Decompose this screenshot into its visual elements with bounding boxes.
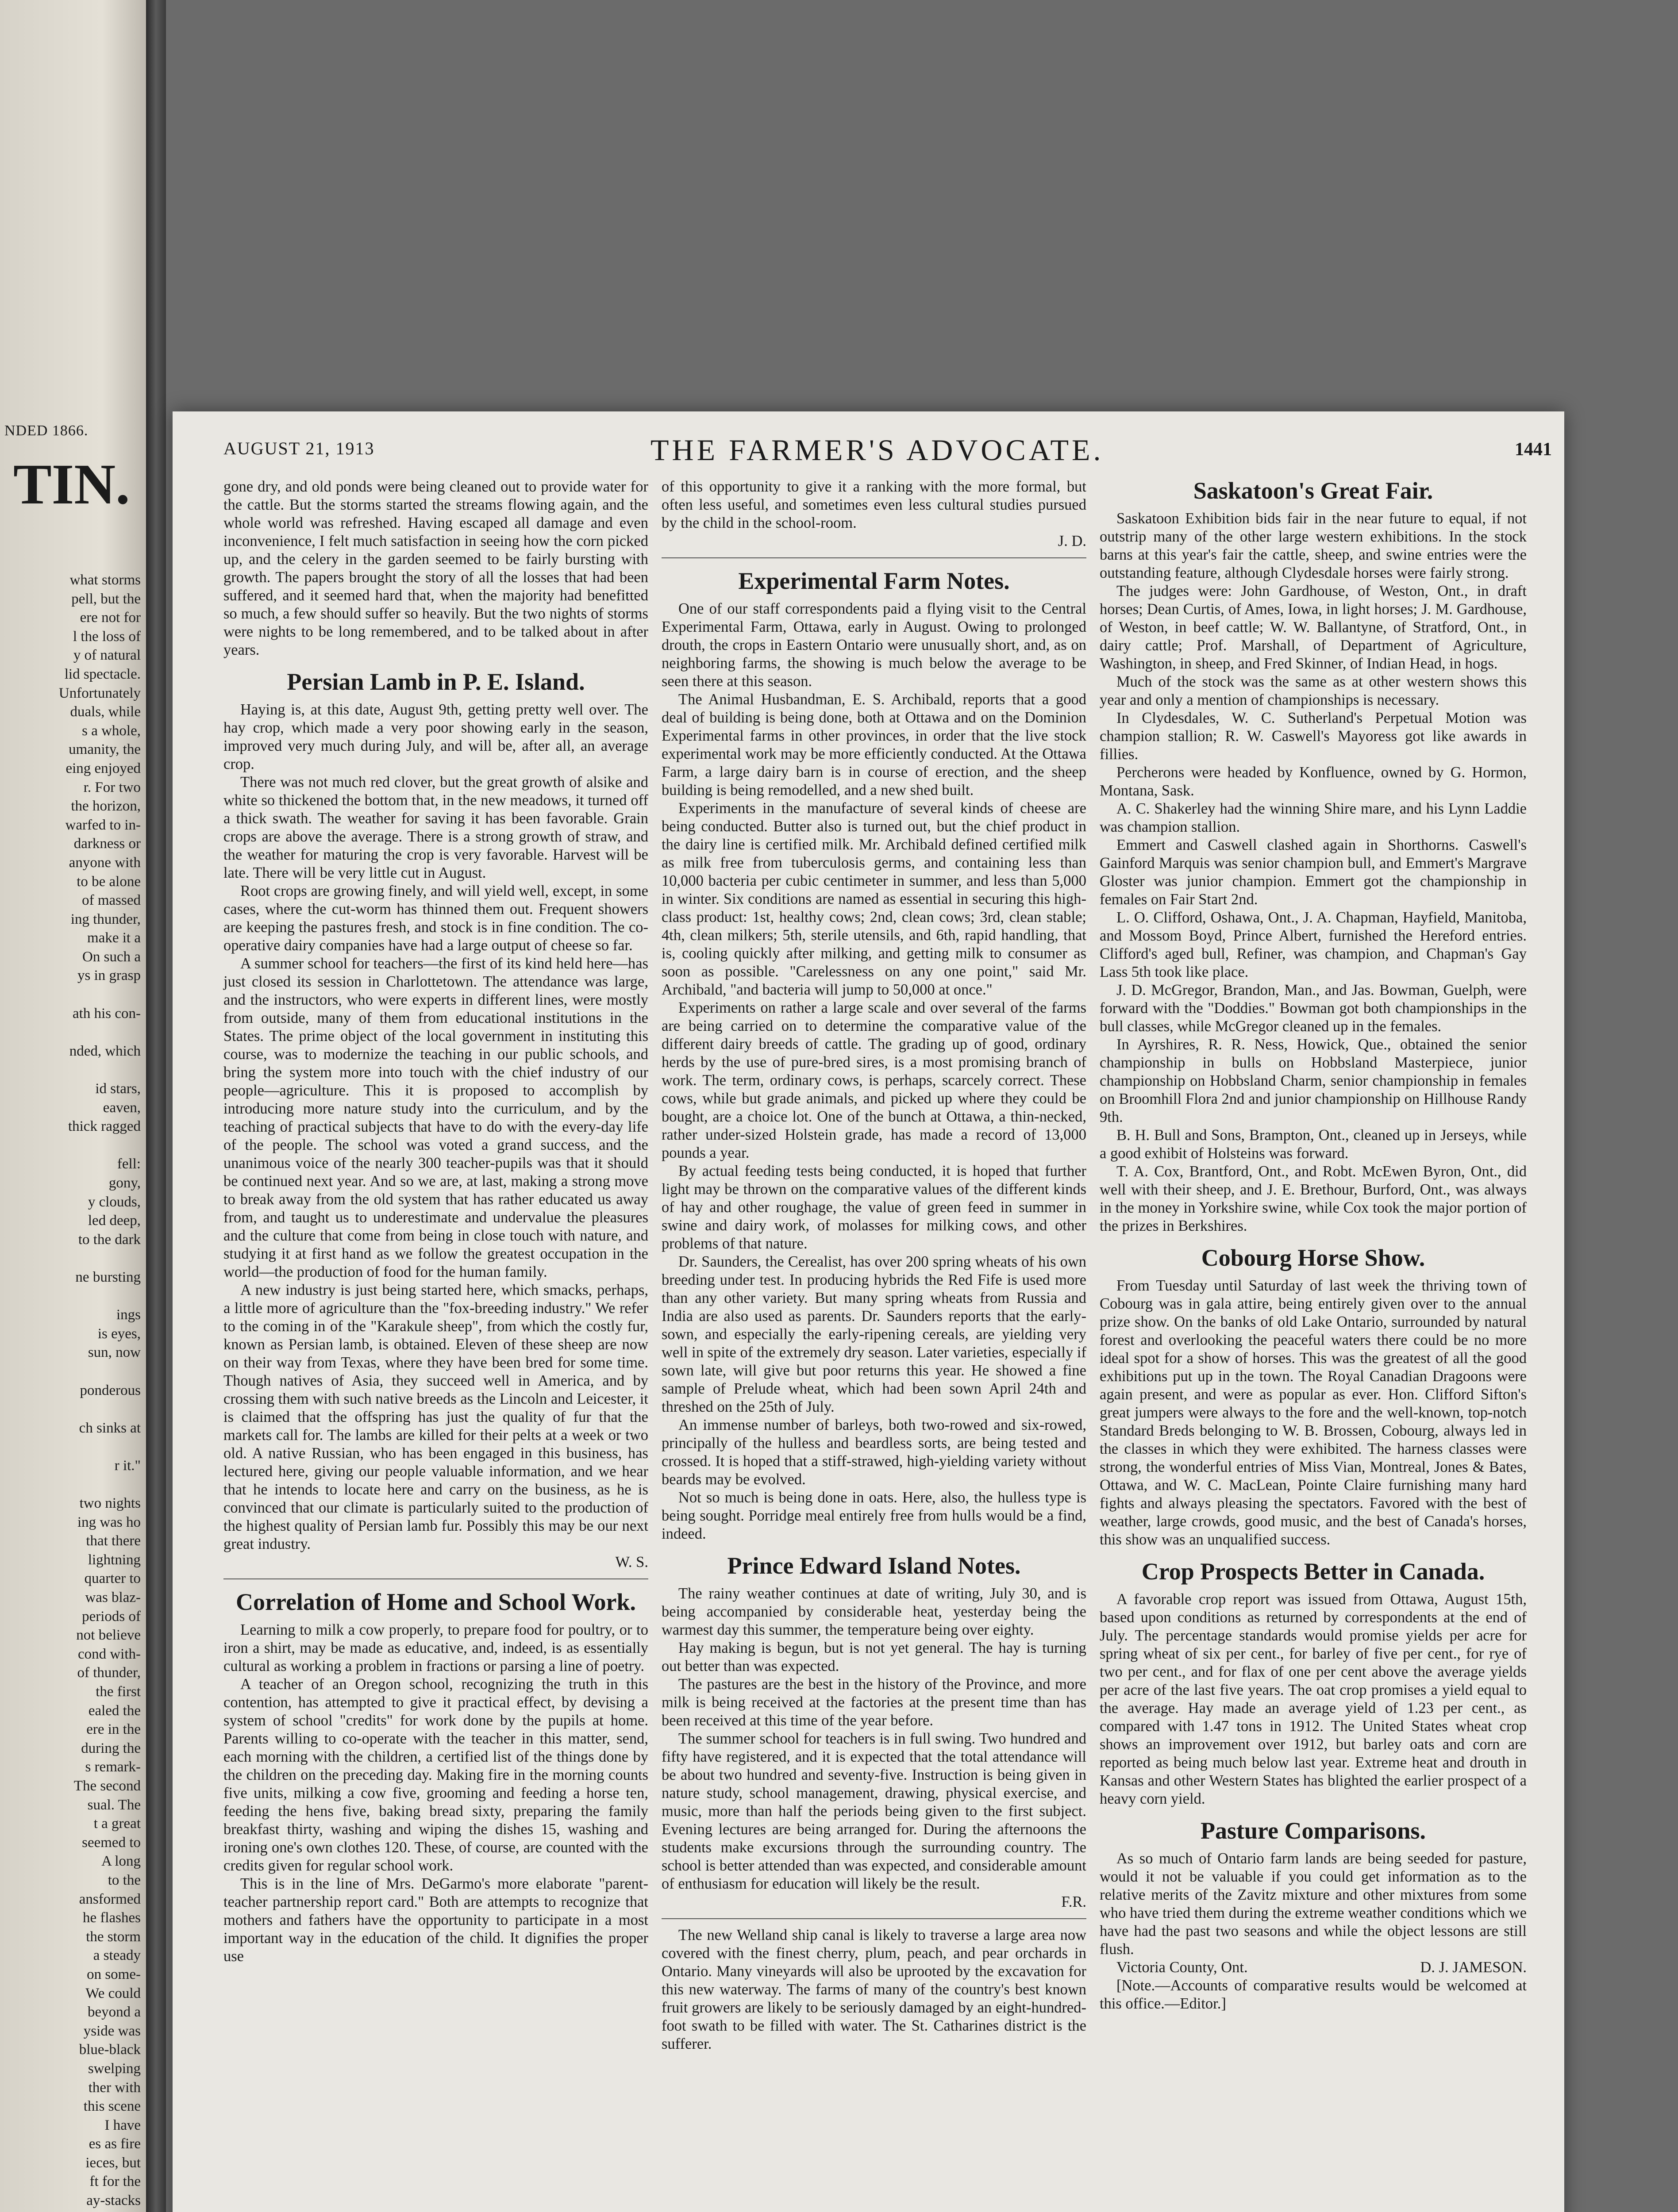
article-paragraph: Percherons were headed by Konfluence, owned by G. Hormon, Montana, Sask. [1100,764,1527,799]
left-page-line: ere in the [86,1721,141,1738]
left-page-line: We could [85,1985,141,2001]
article-paragraph: Experiments in the manufacture of several kinds of cheese are being conducted. Butter also is turned out, but the chief product in the dairy line is certified milk. Mr. Archibald defined certified milk as milk free from tuberculosis germs, and containing less than 10,000 bacteria per cubic centimeter in summer, and less than 5,000 in winter. Six conditions are named as essential in securing this high-class product: 1st, healthy cows; 2nd, clean cows; 3rd, clean stable; 4th, clean milkers; 5th, sterile utensils, and 6th, rapid handling, that is, cooling quickly after milking, and getting milk to consumer as soon as possible. "Carelessness on any one point," said Mr. Archibald, "and bacteria will jump to 50,000 at once." [662,800,1086,998]
article-signature: W. S. [615,1554,648,1571]
left-page-line: ys in grasp [77,968,141,984]
left-page-line: ft for the [89,2174,141,2190]
left-page-line: darkness or [73,836,141,852]
masthead-title: THE FARMER'S ADVOCATE. [650,433,1104,467]
left-page-line: what storms [69,572,141,588]
left-page-line: l the loss of [73,628,141,645]
left-page-line: during the [81,1740,141,1756]
headline-crop-prospects: Crop Prospects Better in Canada. [1141,1558,1485,1585]
left-page-line [0,2210,146,2212]
article-paragraph: Root crops are growing finely, and will yield well, except, in some cases, where the cut-worm has thinned them out. Frequent showers are keeping the pastures fresh, and stock is in fine condition. The co-operative dairy companies have had a large output of cheese so far. [223,883,648,954]
left-page-line: id stars, [95,1081,141,1097]
left-page-line: On such a [82,949,141,965]
left-page-line: lightning [88,1551,141,1568]
left-page-line: not believe [76,1627,141,1644]
left-page-line [0,1400,146,1419]
left-page-line: sual. The [87,1797,141,1813]
left-page-line: eing enjoyed [65,760,141,776]
left-page-line: to the [108,1872,141,1888]
left-page-line [0,1249,146,1268]
article-paragraph: A summer school for teachers—the first of its kind held here—has just closed its session in Charlottetown. The attendance was large, and the instructors, who were experts in different lines, were mostly from outside, many of them from educational institutions in the States. The prime object of the local government in instituting this course, was to modernize the teaching in our public schools, and bring the system more into touch with the chief industry of our people—agriculture. This it is proposed to accomplish by introducing more nature study into the curriculum, and by the teaching of practical subjects that have to do with the every-day life of the people. The school was voted a grand success, and the unanimous voice of the nearly 300 teacher-pupils was that it should be continued next year. And so we are, at last, making a strong move to break away from the old system that has rather educated us away from, and taught us to underestimate and undervalue the pleasures and the culture that come from being in close touch with nature, and studying it at first hand as we follow the greatest occupation in the world—the production of food for the human family. [223,955,648,1280]
left-page-line: ealed the [88,1702,141,1719]
article-signature: F.R. [1061,1893,1086,1910]
left-page-line: warfed to in- [65,817,141,833]
left-page-line: to the dark [78,1231,141,1248]
article-paragraph: A. C. Shakerley had the winning Shire mare, and his Lynn Laddie was champion stallion. [1100,800,1527,835]
headline-persian-lamb: Persian Lamb in P. E. Island. [287,668,585,695]
left-page-line: s a whole, [82,722,141,739]
left-page-line: of massed [82,892,141,909]
left-page-line: r it." [114,1457,141,1474]
article-paragraph: This is in the line of Mrs. DeGarmo's more elaborate "parent-teacher partnership report card." Both are attempts to recognize that mothers and fathers have the opportunity to participate in a most important way in the education of the child. It dignifies the proper use [223,1875,648,1965]
left-page-line: ing was ho [77,1514,141,1530]
article-paragraph: Experiments on rather a large scale and over several of the farms are being carried on to determine the comparative value of the different dairy breeds of cattle. The grading up of good, ordinary herds by the use of pure-bred sires, is a most promising branch of work. The term, ordinary cows, is perhaps, scarcely correct. These cows, while but grade animals, and picked up where they could be bought, are a choice lot. One of the bunch at Ottawa, a thin-necked, rather under-sized Holstein grade, has made a record of 13,000 pounds a year. [662,999,1086,1161]
left-page-line: make it a [87,930,141,946]
left-page-line: thick ragged [68,1118,141,1135]
article-signature: J. D. [1058,533,1086,549]
left-page-line: eaven, [103,1099,141,1116]
left-page-line: this scene [83,2098,141,2115]
column-2 [662,478,1086,2053]
left-page-line [0,1136,146,1155]
article-paragraph: Haying is, at this date, August 9th, getting pretty well over. The hay crop, which made a very poor showing early in the season, improved very much during July, and will be, after all, an average crop. [223,701,648,772]
left-page-line: r. For two [83,779,141,795]
article-paragraph: The pastures are the best in the history of the Province, and more milk is being received at the factories at the present time than has been received at this time of the year before. [662,1676,1086,1729]
article-paragraph: A favorable crop report was issued from Ottawa, August 15th, based upon conditions as returned by correspondents at the end of July. The percentage standards would promise yields per acre for spring wheat of six per cent., for barley of five per cent., for rye of two per cent., and for flax of one per cent above the average yields per acre of the last five years. The oat crop promises a yield equal to the average. Hay made an average yield of 1.23 per cent., as compared with 1.47 tons in 1912. The United States wheat crop shows an improvement over 1912, but barley oats and corn are reported as being much below last year. Extreme heat and drouth in Kansas and other Western States has blighted the earlier prospect of a heavy corn yield. [1100,1591,1527,1807]
left-page-line: anyone with [69,854,141,871]
headline-pasture-comparisons: Pasture Comparisons. [1200,1817,1426,1844]
headline-correlation: Correlation of Home and School Work. [235,1589,636,1615]
article-paragraph: J. D. McGregor, Brandon, Man., and Jas. Bowman, Guelph, were forward with the "Doddies." Bowman got both championships in the bull classes, while McGregor cleaned up in the females. [1100,982,1527,1035]
left-page-line [0,1362,146,1381]
article-paragraph: In Ayrshires, R. R. Ness, Howick, Que., obtained the senior championship in bulls on Hobbsland Masterpiece, junior championship on Hobbsland Charm, senior championship in females on Broomhill Flora 2nd and junior championship on Hillhouse Randy 9th. [1100,1036,1527,1125]
left-page-line: the horizon, [71,798,141,814]
article-paragraph: Emmert and Caswell clashed again in Shorthorns. Caswell's Gainford Marquis was senior champion bull, and Emmert's Margrave Gloster was junior champion. Emmert got the championship in females on Fair Start 2nd. [1100,837,1527,908]
left-page-line [0,1287,146,1306]
article-paragraph: Saskatoon Exhibition bids fair in the near future to equal, if not outstrip many of the other large western exhibitions. In the stock barns at this year's fair the cattle, sheep, and swine entries were the outstanding feature, although Clydesdale horses were fairly strong. [1100,510,1527,581]
article-paragraph: A new industry is just being started here, which smacks, perhaps, a little more of agriculture than the "fox-breeding industry." We refer to the coming in of the "Karakule sheep", from which the costly fur, known as Persian lamb, is obtained. Eleven of these sheep are now on their way from Texas, where they have been bred for some time. Though natives of Asia, they succeed well in America, and by crossing them with such native breeds as the Lincoln and Leicester, it is claimed that the offspring has just the quality of fur that the markets call for. The lambs are killed for their pelts at a week or two old. A native Russian, who has been engaged in this business, has lectured here, giving our people valuable information, and we hear that he intends to locate here and carry on the business, as he is convinced that our climate is particularly suited to the production of the highest quality of Persian lamb fur. Possibly this may be our next great industry. [223,1282,648,1552]
left-page-line: ther with [88,2079,141,2096]
left-page-line: ansformed [79,1891,141,1907]
left-page-line: gony, [108,1175,141,1191]
left-page-line: sun, now [88,1344,141,1361]
left-page-line: y clouds, [88,1194,141,1210]
article-paragraph: By actual feeding tests being conducted, it is hoped that further light may be thrown on the comparative values of the different kinds of hay and other roughage, the value of green feed in summer in swine and dairy work, of molasses for milking cows, and other problems of that nature. [662,1163,1086,1252]
column-1 [223,478,648,1966]
divider [662,1918,1086,1919]
article-paragraph: There was not much red clover, but the great growth of alsike and white so thickened the bottom that, in the new meadows, it turned off a thick swath. The weather for saving it has been favorable. Grain crops are above the average. There is a strong growth of straw, and the weather for maturing the crop is very favorable. Harvest will be late. There will be very little cut in August. [223,774,648,881]
left-page-line: duals, while [70,704,141,720]
editor-note: [Note.—Accounts of comparative results would be welcomed at this office.—Editor.] [1100,1977,1527,2012]
left-page-line: beyond a [87,2004,141,2020]
left-page-line: ieces, but [85,2154,141,2171]
divider [223,1578,648,1579]
left-page-line: A long [101,1853,141,1870]
left-page-line: two nights [79,1495,141,1512]
left-page-line: a steady [93,1947,141,1964]
left-page-line: blue-black [79,2042,141,2058]
article-paragraph: gone dry, and old ponds were being cleaned out to provide water for the cattle. But the storms started the streams flowing again, and the whole world was refreshed. Having escaped all damage and even inconvenience, I felt much satisfaction in seeing how the corn picked up, and the celery in the garden seemed to be fairly bursting with growth. The papers brought the story of all the losses that had been suffered, and it seemed hard that, when the majority had benefitted so much, a few should suffer so heavily. But the two nights of storms were nights to be long remembered, and to be talked about in after years. [223,478,648,658]
left-page-line: the storm [86,1928,141,1945]
left-page-line: ch sinks at [79,1420,141,1436]
left-page-line: swelping [88,2060,141,2077]
left-page-line: ath his con- [73,1005,141,1022]
article-paragraph: As so much of Ontario farm lands are being seeded for pasture, would it not be valuable if you could get information as to the relative merits of the Zavitz mixture and other mixtures from some who have tried them during the extreme weather conditions which we have had the past two seasons and while the object lessons are still flush. [1100,1850,1527,1958]
left-page-line [0,985,146,1004]
left-page-line: fell: [117,1156,141,1172]
left-page-line: ay-stacks [86,2193,141,2209]
article-paragraph: One of our staff correspondents paid a flying visit to the Central Experimental Farm, Ottawa, early in August. Owing to prolonged drouth, the crops in Eastern Ontario were unusually short, and, as on neighboring farms, the showing is much below the average to be seen there at this season. [662,600,1086,690]
left-page-line: ponderous [80,1382,141,1398]
column-3 [1100,478,1527,2013]
article-paragraph: B. H. Bull and Sons, Brampton, Ont., cleaned up in Jerseys, while a good exhibit of Holsteins was forward. [1100,1127,1527,1162]
article-paragraph: The new Welland ship canal is likely to traverse a large area now covered with the finest cherry, plum, peach, and pear orchards in Ontario. Many vineyards will also be uprooted by the excavation for this new waterway. The farms of many of the country's best known fruit growers are likely to be seriously damaged by an eight-hundred-foot swath to be filled with water. The St. Catharines district is the sufferer. [662,1927,1086,2052]
left-page-line: is eyes, [97,1325,141,1342]
article-paragraph: Learning to milk a cow properly, to prepare food for poultry, or to iron a shirt, may be made as educative, and, indeed, is as essentially cultural as working a problem in fractions or parsing a line of poetry. [223,1621,648,1674]
article-paragraph: A teacher of an Oregon school, recognizing the truth in this contention, has attempted to give it practical effect, by devising a system of school "credits" for work done by the pupils at home. Parents willing to co-operate with the teacher in this matter, send, each morning with the children, a certified list of the things done by the children on the preceding day. Making fire in the morning counts five units, milking a cow five, grooming and feeding a horse ten, feeding the hens five, baking bread sixty, preparing the family breakfast thirty, washing and wiping the dishes 15, washing and ironing one's own clothes 120. These, of course, are counted with the credits given for regular school work. [223,1676,648,1874]
left-page-line: that there [86,1533,141,1549]
left-page-line: ings [116,1307,141,1323]
article-paragraph: Much of the stock was the same as at other western shows this year and only a mention of championships is necessary. [1100,673,1527,708]
left-page-line: The second [73,1778,141,1794]
page-number: 1441 [1515,439,1552,460]
left-page-line: cond with- [77,1646,141,1662]
letter-signature-name: D. J. JAMESON. [1420,1959,1527,1976]
article-paragraph: of this opportunity to give it a ranking with the more formal, but often less useful, and sometimes even less cultural studies pursued by the child in the school-room. [662,478,1086,531]
left-page-line: seemed to [82,1834,141,1851]
left-page-line [0,1060,146,1079]
article-paragraph: An immense number of barleys, both two-rowed and six-rowed, principally of the hulless and beardless sorts, are being tested and crossed. It is hoped that a stiff-strawed, high-yielding variety without beards may be evolved. [662,1417,1086,1488]
article-paragraph: L. O. Clifford, Oshawa, Ont., J. A. Chapman, Hayfield, Manitoba, and Mossom Boyd, Prince Albert, furnished the Hereford entries. Clifford's aged bull, Refiner, was champion, and Chapman's Gay Lass 5th took like place. [1100,909,1527,980]
left-page-line: es as fire [89,2136,141,2152]
left-page-line [0,1023,146,1042]
left-page-fragment [0,0,146,2212]
left-page-line: periods of [82,1608,141,1624]
issue-date: AUGUST 21, 1913 [223,438,375,458]
headline-saskatoon-fair: Saskatoon's Great Fair. [1193,477,1433,504]
left-page-line: he flashes [82,1910,141,1926]
left-page-line: on some- [87,1966,141,1982]
left-page-line: pell, but the [71,591,141,607]
left-page-header: NDED 1866. [4,422,89,439]
article-paragraph: Dr. Saunders, the Cerealist, has over 200 spring wheats of his own breeding under test. In producing hybrids the Red Fife is used more than any other variety. But many spring wheats from Russia and India are also used as parents. Dr. Saunders reports that the early-sown, and especially the early-ripening cereals, are yielding very well in spite of the extremely dry season. Later varieties, especially if sown late, will give but poor returns this year. He showed a fine sample of Prelude wheat, which had been sown April 24th and threshed on the 25th of July. [662,1253,1086,1415]
headline-pei-notes: Prince Edward Island Notes. [727,1552,1021,1579]
left-page-line: umanity, the [69,741,141,758]
headline-cobourg-horse-show: Cobourg Horse Show. [1201,1244,1425,1271]
article-paragraph: From Tuesday until Saturday of last week the thriving town of Cobourg was in gala attire, being entirely given over to the annual prize show. On the banks of old Lake Ontario, surrounded by natural forest and overlooking the peaceful waters there could be no more ideal spot for a show of horses. This was the greatest of all the good exhibitions put up in the town. The Royal Canadian Dragoons were again present, and were as popular as ever. Hon. Clifford Sifton's great jumpers were always to the fore and the well-known, top-notch Standard Breds belonging to W. B. Brossen, Cobourg, always led in the classes in which they were exhibited. The harness classes were strong, the wonderful entries of Miss Vian, Montreal, Jones & Bates, Ottawa, and W. C. MacLean, Pointe Claire furnishing many hard fights and always pleasing the spectators. Favored with the best of weather, large crowds, good music, and the best of Canada's horses, this show was an unqualified success. [1100,1277,1527,1548]
left-page-line: the first [96,1684,141,1700]
left-page-line: lid spectacle. [64,666,141,682]
article-paragraph: The judges were: John Gardhouse, of Weston, Ont., in draft horses; Dean Curtis, of Ames, Iowa, in light horses; J. M. Gardhouse, of Weston, in beef cattle; W. W. Ballantyne, of Stratford, Ont., in dairy cattle; Prof. Marshall, of Department of Agriculture, Washington, in sheep, and Fred Skinner, of Indian Head, in hogs. [1100,583,1527,672]
left-page-line: ing thunder, [70,911,141,927]
article-paragraph: The Animal Husbandman, E. S. Archibald, reports that a good deal of building is being done, both at Ottawa and on the Dominion Experimental farms in other provinces, in order that the live stock experimental work may be more efficiently conducted. At the Ottawa Farm, a large dairy barn is in course of erection, and the sheep building is being remodelled, and a new shed built. [662,691,1086,799]
left-page-line: y of natural [73,647,141,664]
left-page-line: led deep, [88,1213,141,1229]
divider [662,557,1086,558]
left-page-title: TIN. [13,453,130,516]
left-page-line: of thunder, [77,1665,141,1681]
left-page-line [0,1475,146,1494]
headline-experimental-farm: Experimental Farm Notes. [738,568,1010,594]
article-paragraph: The summer school for teachers is in full swing. Two hundred and fifty have registered, and it is expected that the total attendance will be about two hundred and seventy-five. Instruction is being given in nature study, school management, drawing, physical exercise, and music, more than half the periods being given to the first subject. Evening lectures are being arranged for. During the afternoons the students make excursions through the surrounding country. The school is better attended than was expected, and considerable amount of enthusiasm for education will likely be the result. [662,1730,1086,1892]
article-paragraph: Not so much is being done in oats. Here, also, the hulless type is being sought. Porridge meal entirely free from hulls would be a find, indeed. [662,1489,1086,1542]
left-page-line: t a great [93,1816,141,1832]
newspaper-page [173,411,1564,2212]
left-page-line: s remark- [85,1759,141,1775]
book-gutter [146,0,166,2212]
article-paragraph: T. A. Cox, Brantford, Ont., and Robt. McEwen Byron, Ont., did well with their sheep, and J. E. Brethour, Burford, Ont., was always in the money in Yorkshire swine, while Cox took the major portion of the prizes in Berkshires. [1100,1163,1527,1234]
left-page-line: ere not for [80,610,141,626]
left-page-line: nded, which [69,1043,141,1059]
letter-signature-place: Victoria County, Ont. [1116,1959,1248,1976]
left-page-line: was blaz- [85,1590,141,1606]
article-paragraph: The rainy weather continues at date of writing, July 30, and is being accompanied by considerable heat, yesterday being the warmest day this summer, the temperature being over eighty. [662,1585,1086,1638]
left-page-text [0,571,146,2212]
left-page-line: to be alone [77,873,141,890]
article-paragraph: Hay making is begun, but is not yet general. The hay is turning out better than was expected. [662,1640,1086,1674]
left-page-line: I have [104,2117,141,2133]
left-page-line: ne bursting [75,1269,141,1285]
left-page-line: Unfortunately [58,685,141,701]
left-page-line [0,1437,146,1456]
left-page-line: quarter to [84,1571,141,1587]
article-paragraph: In Clydesdales, W. C. Sutherland's Perpetual Motion was champion stallion; R. W. Caswell's Mayoress got like awards in fillies. [1100,710,1527,763]
left-page-line: yside was [83,2023,141,2039]
